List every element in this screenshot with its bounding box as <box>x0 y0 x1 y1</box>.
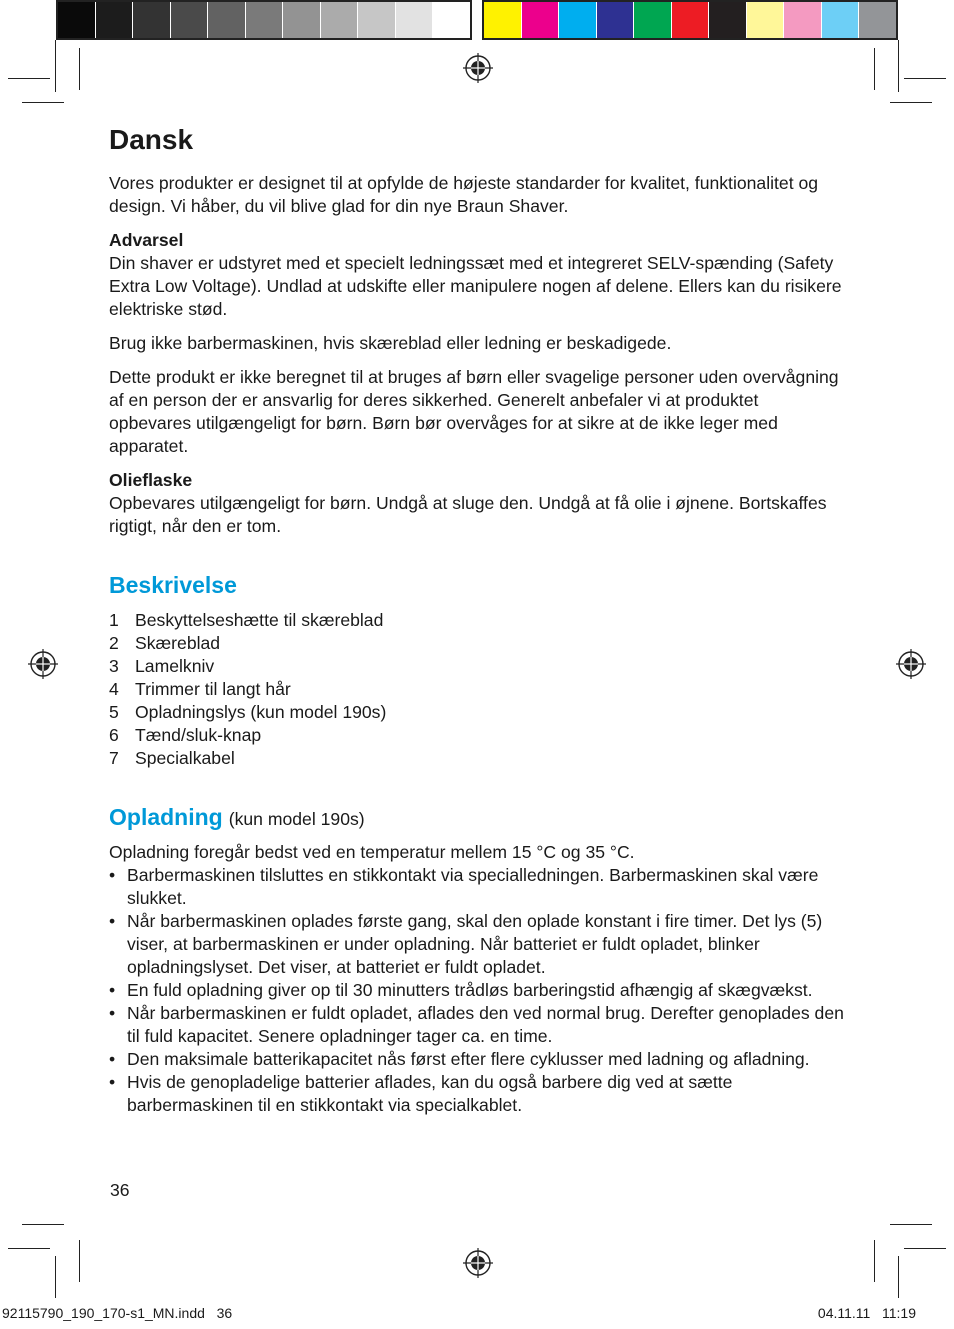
color-swatch <box>321 2 359 38</box>
crop-mark <box>8 78 50 79</box>
color-swatch <box>358 2 396 38</box>
list-item <box>109 678 844 701</box>
crop-mark <box>55 40 56 92</box>
crop-mark <box>890 102 932 103</box>
page-number: 36 <box>110 1180 130 1200</box>
footer-date: 04.11.11 11:19 <box>817 1305 916 1321</box>
description-heading: Beskrivelse <box>109 572 237 598</box>
color-swatch <box>747 2 785 38</box>
crop-mark <box>874 1240 875 1282</box>
registration-mark-icon <box>463 53 493 83</box>
warning-block <box>109 229 844 321</box>
charging-bullet-list <box>109 864 844 1117</box>
crop-mark <box>874 48 875 90</box>
registration-mark-icon <box>896 649 926 679</box>
bullet-icon: • <box>109 911 116 931</box>
list-item <box>109 724 844 747</box>
list-item <box>109 747 844 770</box>
description-section <box>109 572 844 770</box>
bullet-text: Den maksimale batterikapacitet nås først efter flere cyklusser med ladning og afladning. <box>127 1049 810 1069</box>
color-swatch <box>784 2 822 38</box>
color-swatch <box>283 2 321 38</box>
crop-mark <box>22 1224 64 1225</box>
grayscale-color-bar <box>56 0 472 40</box>
color-swatch <box>171 2 209 38</box>
warning-text: Din shaver er udstyret med et specielt ledningssæt med et integreret SELV-spænding (Safety Extra Low Voltage). Undlad at udskifte eller manipulere nogen af delene. Ellers kan du risikere elektriske stød. <box>109 253 842 319</box>
list-item <box>109 655 844 678</box>
color-swatch <box>559 2 597 38</box>
bullet-text: Når barbermaskinen er fuldt opladet, aflades den ved normal brug. Derefter genoplades den til fuld kapacitet. Senere opladninger tager ca. en time. <box>127 1003 844 1046</box>
list-item-text: Lamelkniv <box>135 656 215 676</box>
registration-mark-icon <box>28 649 58 679</box>
crop-mark <box>55 1256 56 1298</box>
list-item-text: Trimmer til langt hår <box>135 679 291 699</box>
list-item <box>109 632 844 655</box>
bullet-text: En fuld opladning giver op til 30 minutters trådløs barberingstid afhængig af skægvækst. <box>127 980 813 1000</box>
bullet-text: Hvis de genopladelige batterier aflades, kan du også barbere dig ved at sætte barbermaskinen til en stikkontakt via specialkablet. <box>127 1072 733 1115</box>
color-swatch <box>597 2 635 38</box>
color-swatch <box>433 2 470 38</box>
color-swatch <box>246 2 284 38</box>
list-item-number: 4 <box>109 679 119 699</box>
color-swatch <box>634 2 672 38</box>
crop-mark <box>904 78 946 79</box>
list-item-number: 3 <box>109 656 119 676</box>
crop-mark <box>898 1256 899 1298</box>
color-swatch <box>96 2 134 38</box>
page-content <box>109 124 844 1117</box>
color-swatch <box>208 2 246 38</box>
charging-heading-note: (kun model 190s) <box>228 809 365 829</box>
list-item-text: Specialkabel <box>135 748 235 768</box>
crop-mark <box>904 1248 946 1249</box>
bullet-icon: • <box>109 1049 116 1069</box>
list-item <box>109 701 844 724</box>
bullet-text: Barbermaskinen tilsluttes en stikkontakt via specialledningen. Barbermaskinen skal være slukket. <box>127 865 819 908</box>
bullet-item <box>109 1048 844 1071</box>
cmyk-color-bar <box>482 0 898 40</box>
color-swatch <box>709 2 747 38</box>
color-swatch <box>672 2 710 38</box>
color-swatch <box>522 2 560 38</box>
color-swatch <box>822 2 860 38</box>
color-swatch <box>133 2 171 38</box>
warning-paragraph-2: Brug ikke barbermaskinen, hvis skæreblad eller ledning er beskadigede. <box>109 333 672 353</box>
color-swatch <box>58 2 96 38</box>
description-list <box>109 609 844 770</box>
oil-heading: Olieflaske <box>109 470 193 490</box>
bullet-icon: • <box>109 865 116 885</box>
page-title: Dansk <box>109 124 194 155</box>
list-item-number: 1 <box>109 610 119 630</box>
crop-mark <box>22 102 64 103</box>
list-item-number: 5 <box>109 702 119 722</box>
list-item-text: Tænd/sluk-knap <box>135 725 262 745</box>
color-swatch <box>859 2 896 38</box>
bullet-icon: • <box>109 1072 116 1092</box>
registration-mark-icon <box>463 1248 493 1278</box>
charging-intro: Opladning foregår bedst ved en temperatur mellem 15 °C og 35 °C. <box>109 842 635 862</box>
oil-text: Opbevares utilgængeligt for børn. Undgå at sluge den. Undgå at få olie i øjnene. Bortskaffes rigtigt, når den er tom. <box>109 493 827 536</box>
crop-mark <box>8 1248 50 1249</box>
bullet-item <box>109 979 844 1002</box>
list-item <box>109 609 844 632</box>
list-item-number: 6 <box>109 725 119 745</box>
intro-paragraph: Vores produkter er designet til at opfylde de højeste standarder for kvalitet, funktionalitet og design. Vi håber, du vil blive glad for din nye Braun Shaver. <box>109 173 819 216</box>
bullet-icon: • <box>109 1003 116 1023</box>
color-swatch <box>396 2 434 38</box>
list-item-number: 2 <box>109 633 119 653</box>
oil-block <box>109 469 844 538</box>
color-swatch <box>484 2 522 38</box>
bullet-item <box>109 1002 844 1048</box>
crop-mark <box>79 1240 80 1282</box>
list-item-text: Opladningslys (kun model 190s) <box>135 702 387 722</box>
crop-mark <box>890 1224 932 1225</box>
bullet-item <box>109 1071 844 1117</box>
list-item-text: Skæreblad <box>135 633 221 653</box>
bullet-text: Når barbermaskinen oplades første gang, skal den oplade konstant i fire timer. Det lys (5) viser, at barbermaskinen er under opladning. Når batteriet er fuldt opladet, blinker opladningslyset. Det viser, at batteriet er fuldt opladet. <box>127 911 823 977</box>
bullet-item <box>109 910 844 979</box>
charging-section <box>109 804 844 1117</box>
footer-filename: 92115790_190_170-s1_MN.indd 36 <box>2 1305 233 1321</box>
list-item-text: Beskyttelseshætte til skæreblad <box>135 610 384 630</box>
crop-mark <box>79 48 80 90</box>
crop-mark <box>898 40 899 92</box>
bullet-icon: • <box>109 980 116 1000</box>
warning-paragraph-3: Dette produkt er ikke beregnet til at bruges af børn eller svagelige personer uden overvågning af en person der er ansvarlig for deres sikkerhed. Generelt anbefaler vi at produktet opbevares utilgængeligt for børn. Børn bør overvåges for at sikre at de ikke leger med apparatet. <box>109 367 839 456</box>
list-item-number: 7 <box>109 748 119 768</box>
warning-heading: Advarsel <box>109 230 184 250</box>
charging-heading: Opladning <box>109 804 223 830</box>
bullet-item <box>109 864 844 910</box>
